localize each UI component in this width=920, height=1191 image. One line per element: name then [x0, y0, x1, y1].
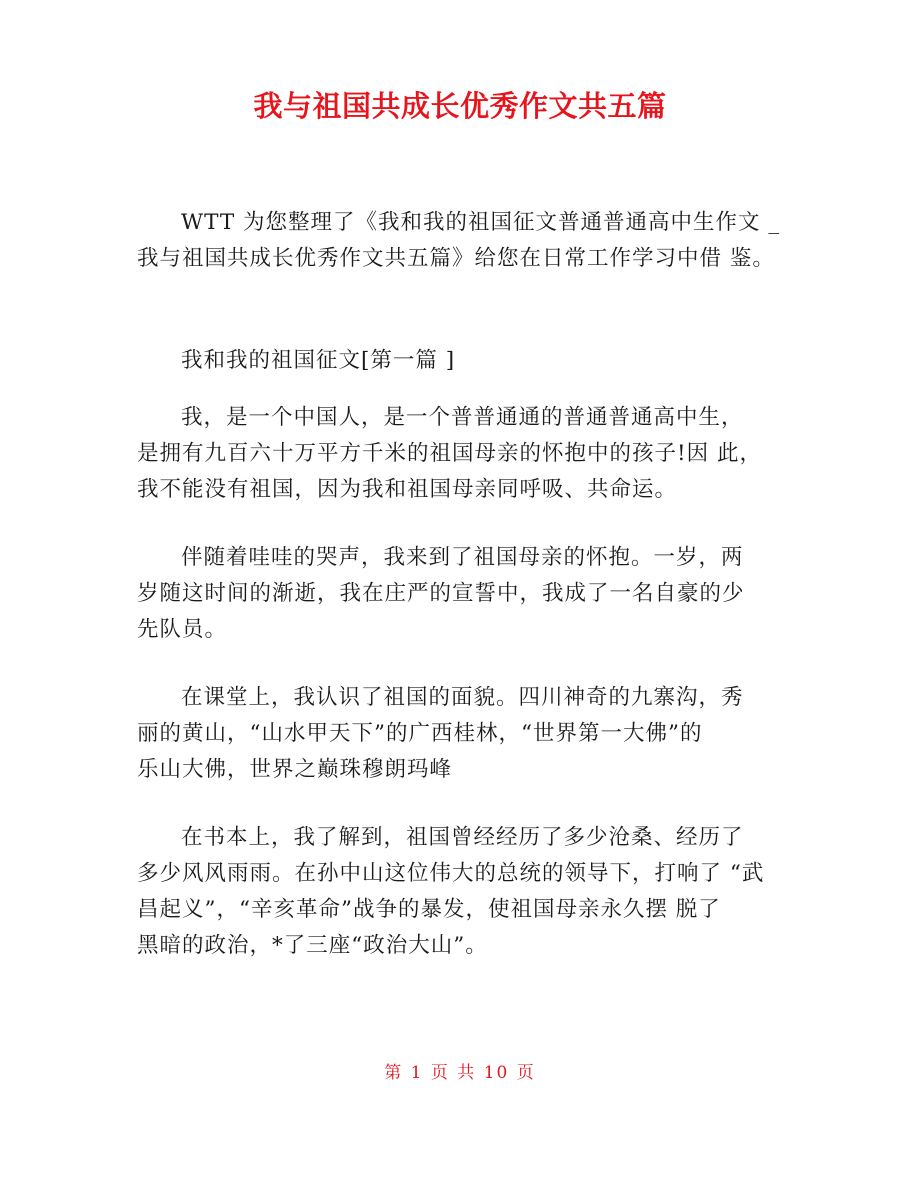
- section-heading: [137, 343, 797, 379]
- section-heading-text: 我和我的祖国征文[第一篇 ]: [181, 348, 456, 373]
- paragraph-line: 伴随着哇哇的哭声，我来到了祖国母亲的怀抱。一岁，两: [181, 545, 744, 570]
- page-footer: 第 1 页 共 10 页: [384, 1063, 536, 1083]
- intro-line: WTT 为您整理了《我和我的祖国征文普通普通高中生作文 _: [181, 210, 781, 235]
- intro-paragraph: [137, 205, 797, 277]
- paragraph-line: 先队员。: [137, 617, 228, 642]
- paragraph-line: 昌起义”，“辛亥革命”战争的暴发，使祖国母亲永久摆 脱了: [137, 897, 721, 922]
- paragraph-line: 在课堂上，我认识了祖国的面貌。四川神奇的九寨沟，秀: [181, 685, 744, 710]
- paragraph-line: 乐山大佛，世界之巅珠穆朗玛峰: [137, 757, 453, 782]
- paragraph-line: 是拥有九百六十万平方千米的祖国母亲的怀抱中的孩子!因 此，: [137, 441, 762, 466]
- paragraph: [137, 400, 797, 508]
- paragraph-line: 丽的黄山，“山水甲天下”的广西桂林，“世界第一大佛”的: [137, 721, 703, 746]
- paragraph: [137, 540, 797, 648]
- document-title: 我与祖国共成长优秀作文共五篇: [253, 89, 667, 123]
- paragraph-line: 我不能没有祖国，因为我和祖国母亲同呼吸、共命运。: [137, 477, 678, 502]
- paragraph: [137, 680, 797, 788]
- paragraph-line: 岁随这时间的渐逝，我在庄严的宣誓中，我成了一名自豪的少: [137, 581, 745, 606]
- paragraph-line: 我，是一个中国人，是一个普普通通的普通普通高中生，: [181, 405, 744, 430]
- paragraph-line: 在书本上，我了解到，祖国曾经经历了多少沧桑、经历了: [181, 825, 744, 850]
- paragraph-line: 黑暗的政治，*了三座“政治大山”。: [137, 933, 488, 958]
- paragraph-line: 多少风风雨雨。在孙中山这位伟大的总统的领导下，打响了 “武: [137, 861, 765, 886]
- intro-line: 我与祖国共成长优秀作文共五篇》给您在日常工作学习中借 鉴。: [137, 246, 775, 271]
- paragraph: [137, 820, 797, 964]
